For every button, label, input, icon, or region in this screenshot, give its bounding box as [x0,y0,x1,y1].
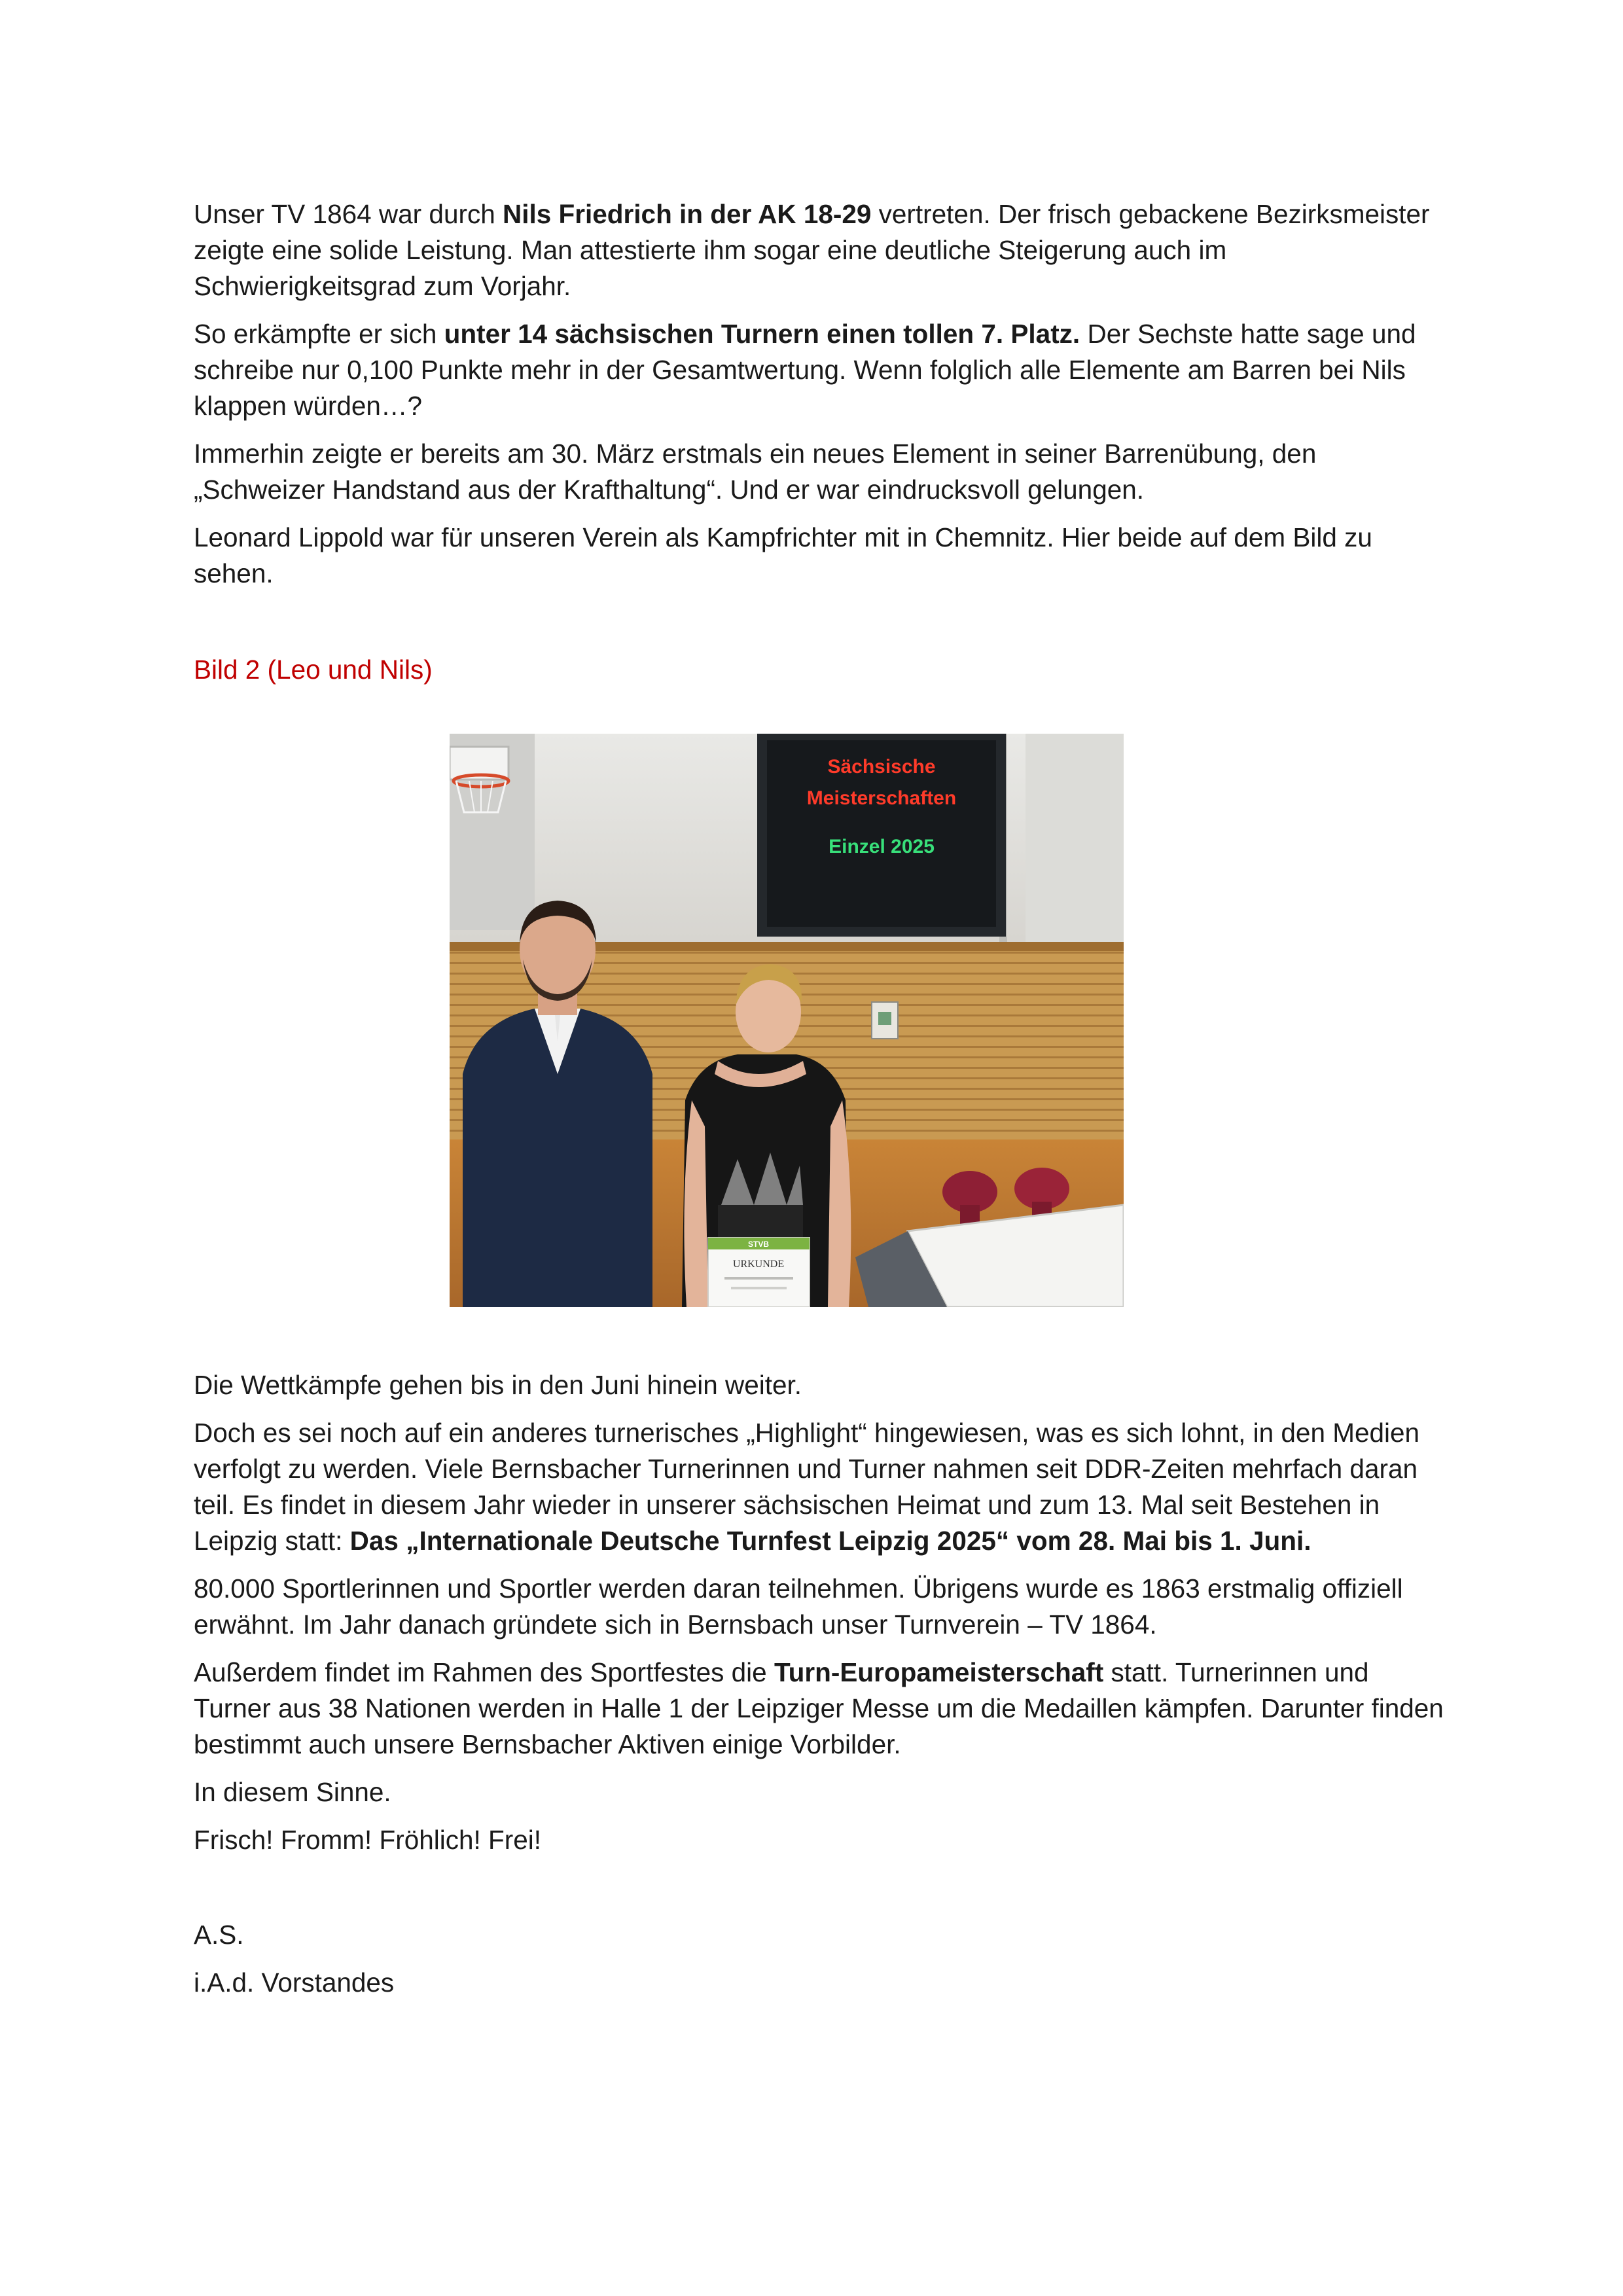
photo [450,734,1124,1307]
paragraph-euro-championship [194,1655,1450,1763]
paragraph-june: Die Wettkämpfe gehen bis in den Juni hinein weiter. [194,1370,802,1400]
bold-text: Nils Friedrich in der AK 18-29 [502,199,872,229]
paragraph-turnfest [194,1415,1450,1559]
text: Der Sechste hatte sage und schreibe nur 0,100 Punkte mehr in der Gesamtwertung. Wenn folglich alle Elemente am Barren bei Nils klappen würden…? [194,319,1416,421]
image-caption: Bild 2 (Leo und Nils) [194,655,433,685]
screen-line-3: Einzel 2025 [829,836,935,857]
text: Doch es sei noch auf ein anderes turnerisches „Highlight“ hingewiesen, was es sich lohnt, in den Medien verfolgt zu werden. Viele Bernsbacher Turnerinnen und Turner nahmen seit DDR-Zeiten mehrfach daran teil. Es findet in diesem Jahr wieder in unserer sächsischen Heimat und zum 13. Mal seit Bestehen in Leipzig statt: [194,1418,1420,1556]
signature-role: i.A.d. Vorstandes [194,1967,395,1998]
paragraph-closing: In diesem Sinne. [194,1777,391,1807]
photo-leo-and-nils [450,734,1124,1307]
paragraph-motto: Frisch! Fromm! Fröhlich! Frei! [194,1825,542,1855]
bold-text: Das „Internationale Deutsche Turnfest Leipzig 2025“ vom 28. Mai bis 1. Juni. [349,1526,1311,1556]
paragraph-placement [194,316,1450,424]
document-body [194,196,1450,2013]
paragraph-judge: Leonard Lippold war für unseren Verein als Kampfrichter mit in Chemnitz. Hier beide auf dem Bild zu sehen. [194,522,1372,588]
text: Unser TV 1864 war durch [194,199,503,229]
certificate-header: STVB [747,1240,770,1249]
screen-line-1: Sächsische [827,756,936,778]
paragraph-new-element: Immerhin zeigte er bereits am 30. März erstmals ein neues Element in seiner Barrenübung, den „Schweizer Handstand aus der Krafthaltung“. Und er war eindrucksvoll gelungen. [194,439,1317,505]
text: vertreten. Der frisch gebackene Bezirksmeister zeigte eine solide Leistung. Man attestierte ihm sogar eine deutliche Steigerung auch im Schwierigkeitsgrad zum Vorjahr. [194,199,1430,301]
signature-initials: A.S. [194,1920,244,1950]
bold-text: unter 14 sächsischen Turnern einen tollen 7. Platz. [444,319,1080,349]
text: statt. Turnerinnen und Turner aus 38 Nationen werden in Halle 1 der Leipziger Messe um die Medaillen kämpfen. Darunter finden bestimmt auch unsere Bernsbacher Aktiven einige Vorbilder. [194,1657,1444,1759]
text: So erkämpfte er sich [194,319,444,349]
paragraph-intro [194,196,1450,304]
paragraph-participants: 80.000 Sportlerinnen und Sportler werden daran teilnehmen. Übrigens wurde es 1863 erstmalig offiziell erwähnt. Im Jahr danach gründete sich in Bernsbach unser Turnverein – TV 1864. [194,1573,1403,1640]
text: Außerdem findet im Rahmen des Sportfestes die [194,1657,774,1687]
screen-line-2: Meisterschaften [806,787,957,809]
certificate-title: URKUNDE [732,1259,785,1270]
bold-text: Turn-Europameisterschaft [774,1657,1104,1687]
